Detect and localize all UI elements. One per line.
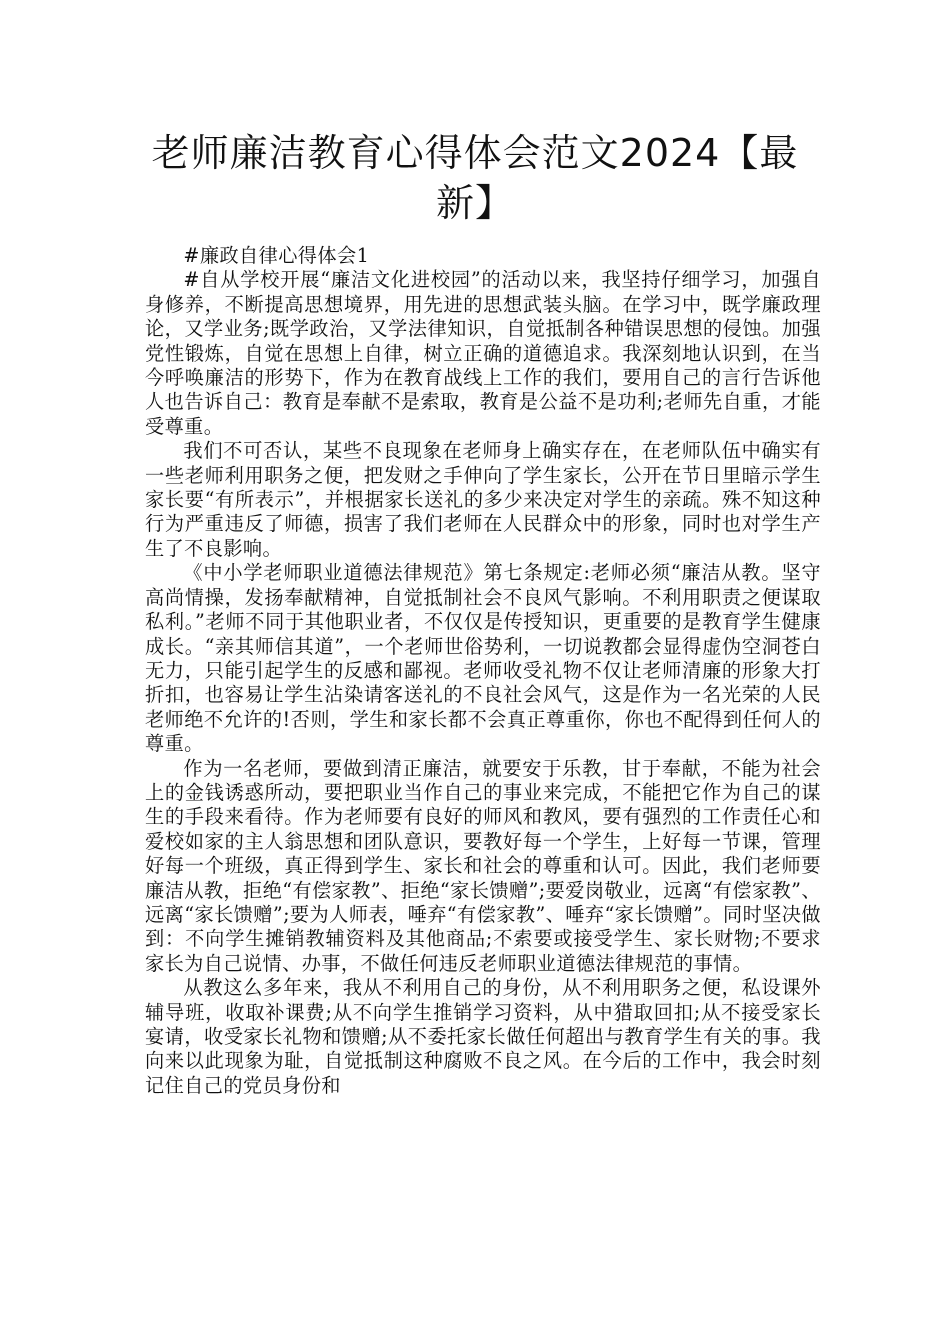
document-body [145,244,821,1098]
paragraph: 作为一名老师，要做到清正廉洁，就要安于乐教，甘于奉献，不能为社会上的金钱诱惑所动，要把职业当作自己的事业来完成，不能把它作为自己的谋生的手段来看待。作为老师要有良好的师风和教风，要有强烈的工作责任心和爱校如家的主人翁思想和团队意识，要教好每一个学生，上好每一节课，管理好每一个班级，真正得到学生、家长和社会的尊重和认可。因此，我们老师要廉洁从教，拒绝“有偿家教”、拒绝“家长馈赠”;要爱岗敬业，远离“有偿家教”、远离“家长馈赠”;要为人师表，唾弃“有偿家教”、唾弃“家长馈赠”。同时坚决做到：不向学生摊销教辅资料及其他商品;不索要或接受学生、家长财物;不要求家长为自己说情、办事，不做任何违反老师职业道德法律规范的事情。 [145,756,821,975]
paragraph: 《中小学老师职业道德法律规范》第七条规定:老师必须“廉洁从教。坚守高尚情操，发扬奉献精神，自觉抵制社会不良风气影响。不利用职责之便谋取私利。”老师不同于其他职业者，不仅仅是传授知识，更重要的是教育学生健康成长。“亲其师信其道”，一个老师世俗势利，一切说教都会显得虚伪空洞苍白无力，只能引起学生的反感和鄙视。老师收受礼物不仅让老师清廉的形象大打折扣，也容易让学生沾染请客送礼的不良社会风气，这是作为一名光荣的人民老师绝不允许的!否则，学生和家长都不会真正尊重你，你也不配得到任何人的尊重。 [145,561,821,756]
paragraph: 我们不可否认，某些不良现象在老师身上确实存在，在老师队伍中确实有一些老师利用职务之便，把发财之手伸向了学生家长，公开在节日里暗示学生家长要“有所表示”，并根据家长送礼的多少来决定对学生的亲疏。殊不知这种行为严重违反了师德，损害了我们老师在人民群众中的形象，同时也对学生产生了不良影响。 [145,439,821,560]
document-title: 老师廉洁教育心得体会范文2024【最新】 [151,131,799,225]
paragraph: 从教这么多年来，我从不利用自己的身份，从不利用职务之便，私设课外辅导班，收取补课费;从不向学生推销学习资料，从中猎取回扣;从不接受家长宴请，收受家长礼物和馈赠;从不委托家长做任何超出与教育学生有关的事。我向来以此现象为耻，自觉抵制这种腐败不良之风。在今后的工作中，我会时刻记住自己的党员身份和 [145,976,821,1097]
paragraph: #自从学校开展“廉洁文化进校园”的活动以来，我坚持仔细学习，加强自身修养，不断提高思想境界，用先进的思想武装头脑。在学习中，既学廉政理论，又学业务;既学政治，又学法律知识，自觉抵制各种错误思想的侵蚀。加强党性锻炼，自觉在思想上自律，树立正确的道德追求。我深刻地认识到，在当今呼唤廉洁的形势下，作为在教育战线上工作的我们，要用自己的言行告诉他人也告诉自己：教育是奉献不是索取，教育是公益不是功利;老师先自重，才能受尊重。 [145,268,821,438]
paragraph-heading: #廉政自律心得体会1 [183,244,370,267]
